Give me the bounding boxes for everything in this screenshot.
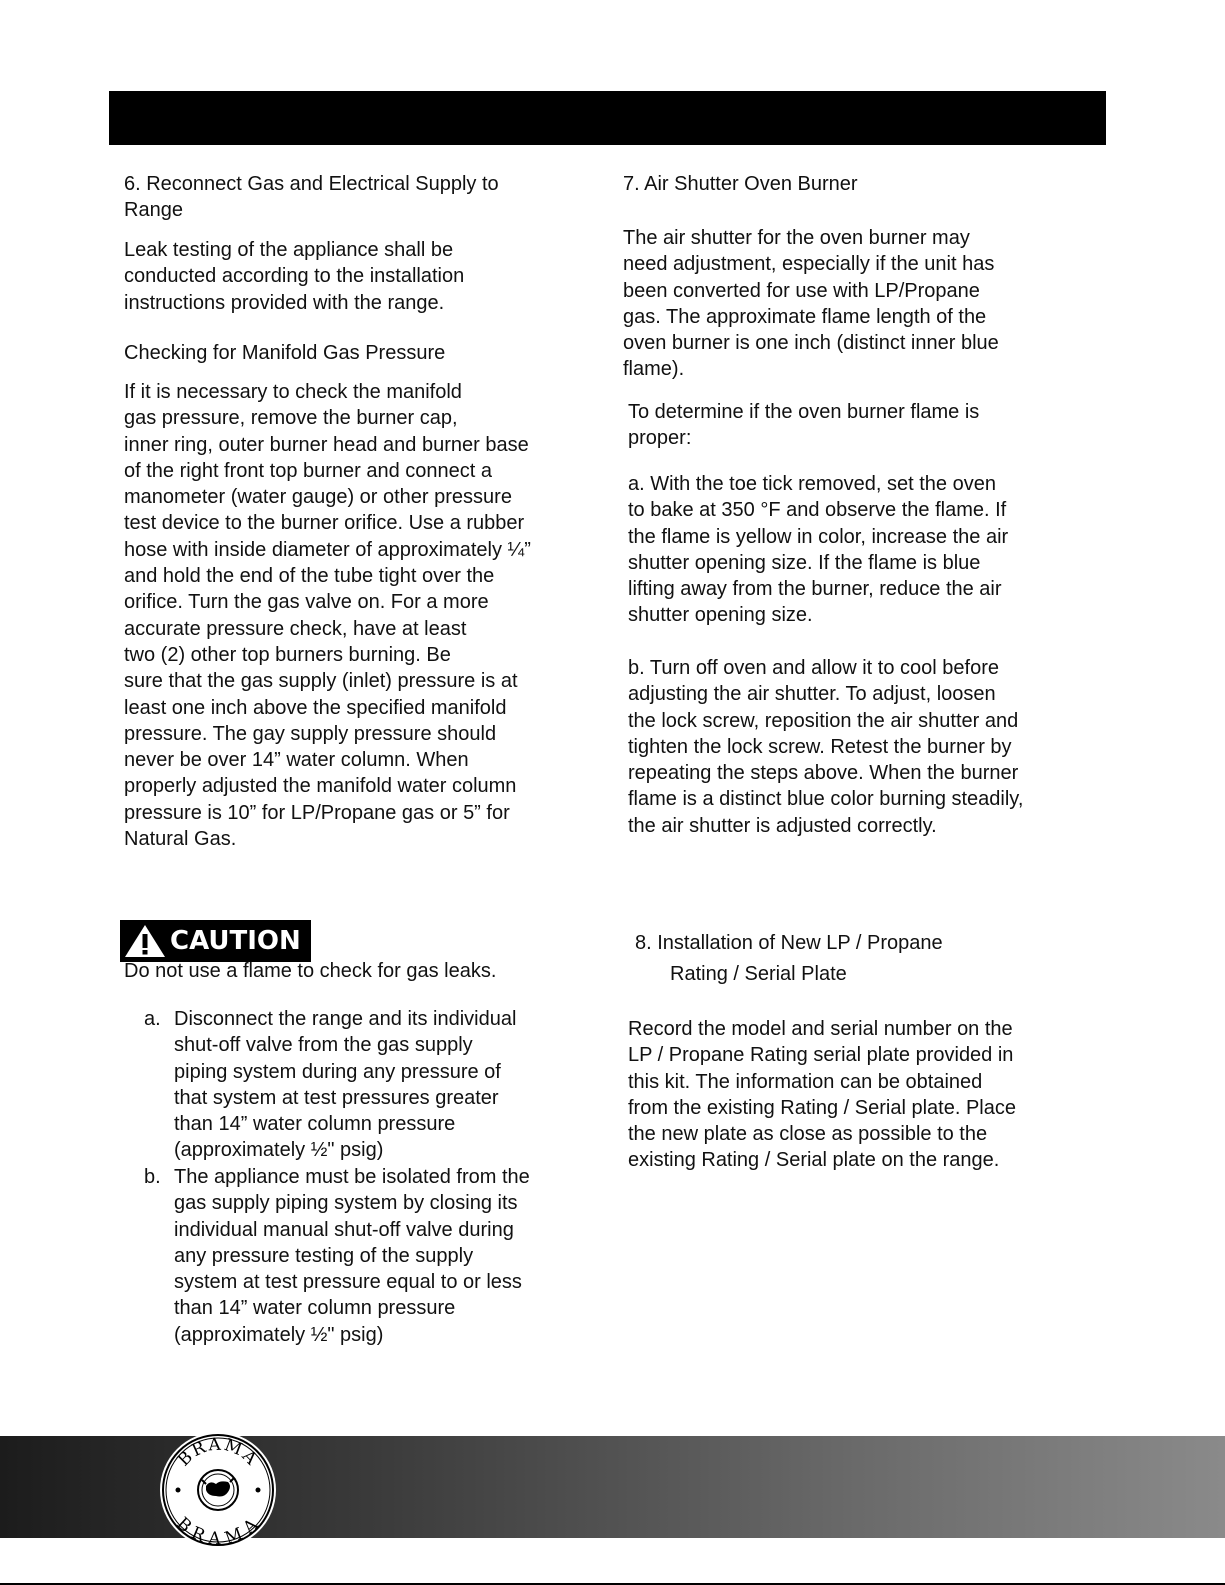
text-line: properly adjusted the manifold water column [124, 775, 517, 798]
text-line: gas pressure, remove the burner cap, [124, 407, 458, 430]
text-line: orifice. Turn the gas valve on. For a more [124, 591, 489, 614]
text-line: two (2) other top burners burning. Be [124, 643, 451, 666]
text-line: the lock screw, reposition the air shutter and [628, 709, 1019, 732]
text-line: (approximately ½" psig) [174, 1323, 384, 1346]
text-line: Leak testing of the appliance shall be [124, 239, 454, 261]
text-line: The air shutter for the oven burner may [623, 227, 970, 249]
text-line: test device to the burner orifice. Use a rubber [124, 512, 525, 535]
text-line: Record the model and serial number on the [628, 1018, 1013, 1040]
text-line: shut-off valve from the gas supply [174, 1034, 473, 1057]
text-line: never be over 14” water column. When [124, 749, 469, 772]
text-line: proper: [628, 427, 692, 450]
text-line: shutter opening size. If the flame is blue [628, 551, 981, 574]
text-line: this kit. The information can be obtained [628, 1070, 983, 1093]
text-line: accurate pressure check, have at least [124, 617, 467, 640]
section-6-title [124, 171, 499, 224]
warning-triangle-icon [124, 924, 166, 958]
text-line: Rating / Serial Plate [670, 963, 847, 985]
leak-testing-paragraph [124, 237, 464, 316]
text-line: to bake at 350 °F and observe the flame. If [628, 499, 1007, 522]
text-line: conducted according to the installation [124, 265, 465, 288]
text-line: and hold the end of the tube tight over the [124, 565, 495, 588]
manifold-heading [124, 340, 445, 366]
caution-label: CAUTION [170, 926, 301, 956]
text-line: piping system during any pressure of [174, 1060, 501, 1083]
text-line: any pressure testing of the supply [174, 1244, 474, 1267]
text-line: 8. Installation of New LP / Propane [635, 932, 943, 954]
brama-logo-seal [158, 1430, 278, 1550]
list-marker: a. [144, 1008, 161, 1030]
caution-note [124, 958, 496, 984]
air-shutter-paragraph [623, 225, 999, 383]
header-bar [109, 91, 1106, 145]
section-8-title [635, 928, 943, 990]
text-line: Natural Gas. [124, 828, 237, 851]
text-line: than 14” water column pressure [174, 1297, 456, 1320]
text-line: Do not use a flame to check for gas leaks. [124, 960, 497, 982]
text-line: been converted for use with LP/Propane [623, 279, 980, 302]
text-line: of the right front top burner and connect a [124, 459, 493, 482]
text-line: than 14” water column pressure [174, 1113, 456, 1136]
text-line: need adjustment, especially if the unit has [623, 253, 995, 276]
text-line: 7. Air Shutter Oven Burner [623, 173, 858, 195]
text-line: instructions provided with the range. [124, 291, 445, 314]
text-line: manometer (water gauge) or other pressure [124, 486, 512, 509]
text-line: Checking for Manifold Gas Pressure [124, 342, 446, 364]
logo-text-bottom: BRAMA [172, 1513, 264, 1550]
text-line: hose with inside diameter of approximately ¼” [124, 538, 531, 561]
text-line: The appliance must be isolated from the [174, 1166, 530, 1188]
text-line: Range [124, 199, 183, 222]
text-line: the new plate as close as possible to the [628, 1123, 988, 1146]
text-line: shutter opening size. [628, 604, 813, 627]
text-line: adjusting the air shutter. To adjust, loosen [628, 683, 996, 706]
text-line: sure that the gas supply (inlet) pressure is at [124, 670, 518, 693]
text-line: Disconnect the range and its individual [174, 1008, 517, 1030]
text-line: To determine if the oven burner flame is [628, 401, 980, 423]
text-line: individual manual shut-off valve during [174, 1218, 514, 1241]
determine-paragraph [628, 399, 979, 452]
text-line: If it is necessary to check the manifold [124, 381, 462, 403]
text-line: flame). [623, 358, 685, 381]
text-line: 6. Reconnect Gas and Electrical Supply to [124, 173, 499, 195]
text-line: flame is a distinct blue color burning steadily, [628, 788, 1024, 811]
caution-badge [120, 920, 311, 962]
text-line: LP / Propane Rating serial plate provided in [628, 1044, 1014, 1067]
text-line: least one inch above the specified manifold [124, 696, 507, 719]
text-line: gas. The approximate flame length of the [623, 305, 987, 328]
text-line: that system at test pressures greater [174, 1086, 499, 1109]
section-7-title [623, 171, 858, 197]
text-line: pressure is 10” for LP/Propane gas or 5” for [124, 801, 510, 824]
step-b-paragraph [628, 655, 1023, 839]
text-line: the flame is yellow in color, increase the air [628, 525, 1009, 548]
list-marker: b. [144, 1166, 161, 1188]
text-line: inner ring, outer burner head and burner base [124, 433, 529, 456]
manifold-paragraph [124, 379, 531, 852]
text-line: the air shutter is adjusted correctly. [628, 814, 937, 837]
text-line: tighten the lock screw. Retest the burner by [628, 735, 1012, 758]
logo-text-top: BRAMA [173, 1434, 263, 1471]
text-line: lifting away from the burner, reduce the air [628, 578, 1002, 601]
text-line: pressure. The gay supply pressure should [124, 722, 497, 745]
text-line: b. Turn off oven and allow it to cool before [628, 657, 999, 679]
record-paragraph [628, 1016, 1016, 1174]
text-line: a. With the toe tick removed, set the oven [628, 473, 996, 495]
step-a-paragraph [628, 471, 1008, 629]
text-line: gas supply piping system by closing its [174, 1192, 518, 1215]
text-line: oven burner is one inch (distinct inner blue [623, 332, 999, 355]
text-line: from the existing Rating / Serial plate. Place [628, 1096, 1016, 1119]
text-line: (approximately ½" psig) [174, 1139, 384, 1162]
text-line: repeating the steps above. When the burner [628, 762, 1019, 785]
text-line: system at test pressure equal to or less [174, 1271, 522, 1294]
text-line: existing Rating / Serial plate on the range. [628, 1149, 1000, 1172]
